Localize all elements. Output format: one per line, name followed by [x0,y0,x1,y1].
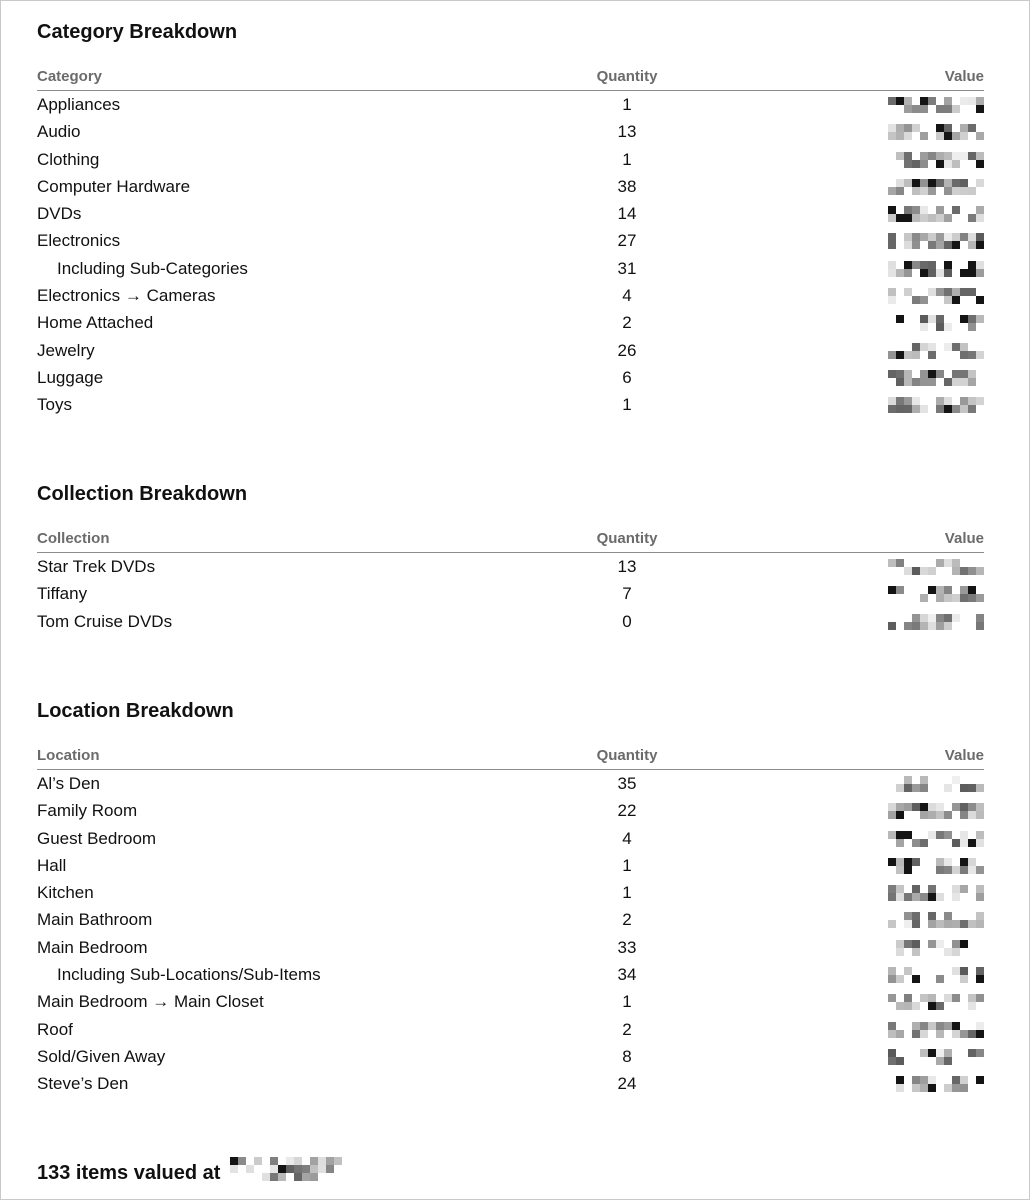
location-table-body [37,770,984,1098]
row-name: Hall [37,855,67,875]
row-name: Kitchen [37,883,94,903]
row-quantity: 1 [622,855,632,875]
collection-table-body [37,553,984,635]
redacted-value [888,559,984,575]
row-quantity: 0 [622,611,632,631]
row-name: DVDs [37,204,82,224]
total-summary [37,1159,342,1187]
category-table-header [37,68,984,91]
category-breakdown-title: Category Breakdown [37,21,238,43]
row-name: Guest Bedroom [37,828,157,848]
table-row [37,309,984,336]
redacted-value [888,370,984,386]
redacted-value [888,858,984,874]
row-quantity: 35 [617,774,637,793]
redacted-value [888,179,984,195]
redacted-value [888,261,984,277]
table-row [37,934,984,961]
row-name: Family Room [37,801,138,821]
redacted-value [888,586,984,602]
category-column-header: Category [37,68,103,85]
row-quantity: 6 [622,367,632,387]
table-row [37,118,984,145]
redacted-value [888,994,984,1010]
quantity-column-header: Quantity [596,747,658,764]
row-quantity: 27 [617,231,637,251]
redacted-value [888,288,984,304]
redacted-value [888,912,984,928]
location-breakdown-title: Location Breakdown [37,700,234,722]
row-name: Star Trek DVDs [37,557,156,576]
collection-table-header [37,530,984,553]
table-row [37,227,984,254]
location-breakdown-section [37,697,984,1098]
table-row [37,988,984,1015]
category-table-body [37,91,984,419]
redacted-value [888,940,984,956]
value-column-header: Value [944,68,984,85]
redacted-value [888,803,984,819]
redacted-value [888,152,984,168]
row-name: Sold/Given Away [37,1046,166,1066]
redacted-value [888,206,984,222]
table-row [37,770,984,797]
row-quantity: 31 [617,258,637,278]
row-quantity: 22 [617,801,637,821]
row-name: Clothing [37,149,100,169]
row-quantity: 13 [617,557,637,576]
row-name: Including Sub-Categories [57,258,248,278]
value-column-header: Value [944,747,984,764]
table-row [37,391,984,418]
table-row [37,852,984,879]
table-row [37,825,984,852]
row-name: Tiffany [37,584,88,604]
table-row [37,255,984,282]
redacted-total-value [230,1157,342,1189]
redacted-value [888,885,984,901]
row-name: Including Sub-Locations/Sub-Items [57,965,321,985]
redacted-value [888,1049,984,1065]
table-row [37,200,984,227]
table-row [37,173,984,200]
row-name: Roof [37,1019,73,1039]
total-summary-label: 133 items valued at [37,1162,221,1184]
redacted-value [888,97,984,113]
quantity-column-header: Quantity [596,68,658,85]
row-name: Main Bathroom [37,910,153,930]
table-row [37,364,984,391]
row-quantity: 1 [622,395,632,415]
row-name: Home Attached [37,313,154,333]
row-quantity: 1 [622,149,632,169]
row-quantity: 24 [617,1074,637,1094]
redacted-value [888,614,984,630]
table-row [37,580,984,607]
collection-breakdown-title: Collection Breakdown [37,483,248,505]
collection-column-header: Collection [37,530,110,547]
row-quantity: 1 [622,992,632,1012]
row-quantity: 2 [622,1019,632,1039]
row-quantity: 26 [617,340,637,360]
redacted-value [888,124,984,140]
table-row [37,91,984,118]
row-quantity: 4 [622,828,632,848]
row-name: Toys [37,395,72,415]
row-name: Electronics → Cameras [37,286,216,306]
redacted-value [888,1076,984,1092]
table-row [37,797,984,824]
location-column-header: Location [37,747,100,764]
row-quantity: 33 [617,937,637,957]
row-quantity: 14 [617,204,637,224]
row-name: Al’s Den [37,774,100,793]
row-quantity: 4 [622,286,632,306]
row-name: Steve’s Den [37,1074,129,1094]
row-quantity: 13 [617,122,637,142]
row-quantity: 34 [617,965,637,985]
row-name: Electronics [37,231,121,251]
row-name: Luggage [37,367,104,387]
redacted-value [888,397,984,413]
table-row [37,1043,984,1070]
table-row [37,961,984,988]
row-quantity: 38 [617,176,637,196]
redacted-value [888,315,984,331]
row-name: Jewelry [37,340,95,360]
category-breakdown-section [37,18,984,419]
row-name: Main Bedroom [37,937,148,957]
redacted-value [888,343,984,359]
redacted-value [888,1022,984,1038]
location-table-header [37,747,984,770]
table-row [37,553,984,580]
table-row [37,337,984,364]
table-row [37,608,984,635]
row-name: Main Bedroom → Main Closet [37,992,264,1012]
row-quantity: 2 [622,910,632,930]
collection-breakdown-section [37,480,984,635]
redacted-value [888,233,984,249]
table-row [37,1070,984,1097]
row-name: Audio [37,122,81,142]
redacted-value [888,967,984,983]
table-row [37,1016,984,1043]
row-quantity: 1 [622,95,632,114]
row-quantity: 2 [622,313,632,333]
table-row [37,879,984,906]
redacted-value [888,831,984,847]
row-quantity: 1 [622,883,632,903]
value-column-header: Value [944,530,984,547]
row-quantity: 8 [622,1046,632,1066]
quantity-column-header: Quantity [596,530,658,547]
table-row [37,146,984,173]
row-name: Appliances [37,95,121,114]
table-row [37,282,984,309]
redacted-value [888,776,984,792]
row-quantity: 7 [622,584,632,604]
row-name: Computer Hardware [37,176,191,196]
row-name: Tom Cruise DVDs [37,611,173,631]
table-row [37,906,984,933]
